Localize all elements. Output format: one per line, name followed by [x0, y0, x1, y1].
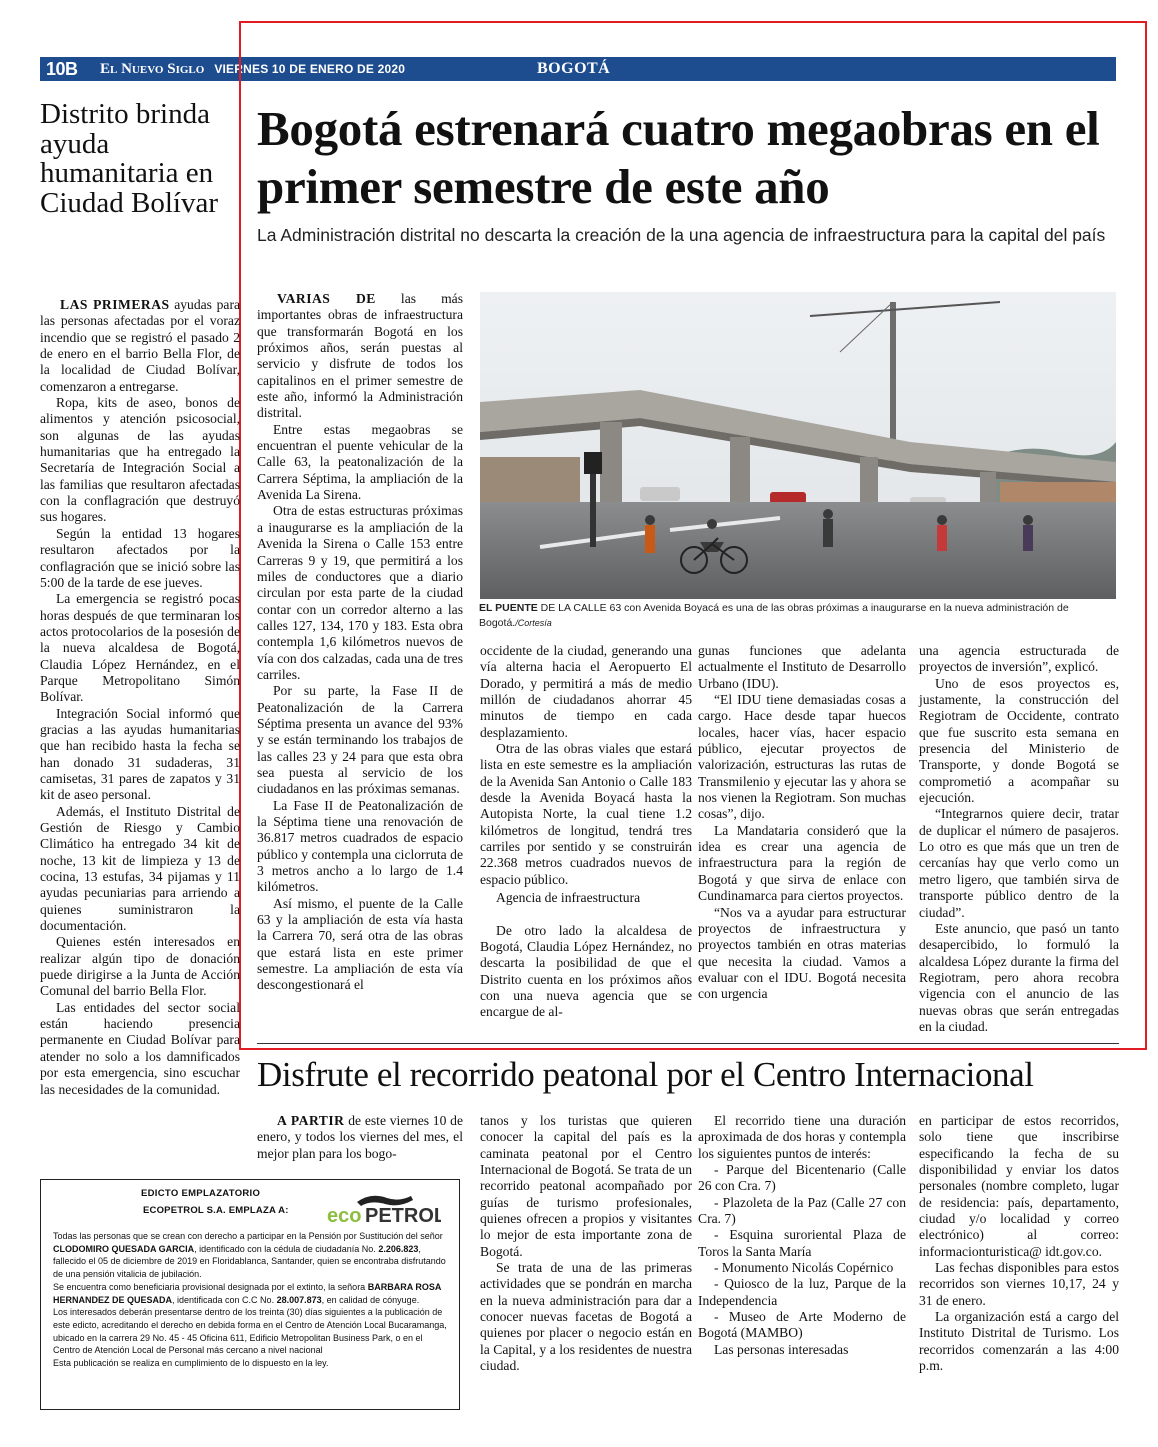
paragraph: Uno de esos proyectos es, justamente, la construcción del Regiotram de Occidente, contrato que fue suscrito esta semana en presencia del Ministerio de Transporte, y donde Bogotá se comprometió a acompañar su ejecución. — [919, 675, 1119, 806]
paragraph: Ropa, kits de aseo, bonos de alimentos y atención psicosocial, son algunas de las ayudas humanitarias que ha entregado la Secretaría de Integración Social a las familias que resultaron afectadas con la conflagración que destruyó sus hogares. — [40, 395, 240, 525]
main-headline: Bogotá estrenará cuatro megaobras en el primer semestre de este año — [257, 101, 1100, 214]
paragraph: Integración Social informó que gracias a las ayudas humanitarias que han recibido hasta la fecha se han donado 31 sudaderas, 31 camisetas, 31 pares de zapatos y 31 kit de aseo personal. — [40, 705, 240, 803]
second-story-column-4 — [919, 1113, 1119, 1375]
newspaper-name: El Nuevo Siglo — [100, 60, 205, 77]
iguana-icon — [321, 1188, 441, 1228]
paragraph: Este anuncio, que pasó un tanto desapercibido, lo formuló la alcaldesa López durante la firma del Regiotram, pero ahora recobra vigencia con el anuncio de las nuevas obras que serán entregadas en la ciudad. — [919, 920, 1119, 1034]
list-item: - Monumento Nicolás Copérnico — [714, 1260, 894, 1276]
second-story-column-2 — [480, 1113, 692, 1375]
list-item: - Quiosco de la luz, Parque de la Independencia — [698, 1276, 906, 1308]
photo-credit: /Cortesía — [515, 617, 552, 628]
ad-subtitle: ECOPETROL S.A. EMPLAZA A: — [143, 1205, 289, 1216]
paragraph: “El IDU tiene demasiadas cosas a cargo. Hace desde tapar huecos locales, hacer vías, hacer espacio público, ejecutar proyectos de valorización, estructuras las rutas de Transmilenio y ejecutar las y ahora se nos vienen la Regiotram. Son muchas cosas”, dijo. — [698, 692, 906, 822]
paragraph: De otro lado la alcaldesa de Bogotá, Claudia López Hernández, no descarta la posibilidad de que el Distrito cuenta en los próximos años con una nueva agencia que se encargue de al- — [480, 922, 692, 1020]
lead-words: LAS PRIMERAS — [60, 297, 170, 312]
list-item: - Parque del Bicentenario (Calle 26 con Cra. 7) — [698, 1162, 906, 1194]
paragraph: Así mismo, el puente de la Calle 63 y la ampliación de esta vía hasta la Carrera 70, será otra de las obras que estará lista en este primer semestre. La ampliación de esta vía descongestionará el — [257, 895, 463, 993]
list-item: - Museo de Arte Moderno de Bogotá (MAMBO) — [698, 1309, 906, 1341]
main-subtitle: La Administración distrital no descarta la creación de la una agencia de infraestructura para la capital del país — [257, 225, 1106, 245]
paragraph: Quienes estén interesados en realizar algún tipo de donación puede dirigirse a la Junta de Acción Comunal del barrio Bella Flor. — [40, 934, 240, 999]
caption-text: DE LA CALLE 63 con Avenida Boyacá es una de las obras próximas a inaugurarse en la nueva administración de Bogotá. — [479, 602, 1069, 629]
paragraph: VARIAS DE las más importantes obras de infraestructura que transformarán Bogotá en los próximos años, serán puestas al servicio y disfrute de todos los capitalinos en el primer semestre de este año, informó la Administración distrital. — [257, 291, 464, 421]
paragraph: Entre estas megaobras se encuentran el puente vehicular de la Calle 63, la peatonalización de la Carrera Séptima, la ampliación de la Avenida La Sirena. — [257, 421, 463, 503]
paragraph: LAS PRIMERAS ayudas para las personas afectadas por el voraz incendio que se registró el pasado 2 de enero en el barrio Bella Flor, de la localidad de Ciudad Bolívar, comenzaron a entregarse. — [40, 297, 240, 394]
story-divider — [257, 1043, 1119, 1044]
left-story-body — [40, 297, 240, 1098]
second-story-column-1 — [257, 1113, 463, 1162]
paragraph: El recorrido tiene una duración aproximada de dos horas y contempla los siguientes puntos de interés: — [698, 1113, 906, 1161]
paragraph: Las entidades del sector social están haciendo presencia permanente en Ciudad Bolívar para atender no solo a los damnificados por esta emergencia, sino escuchar las necesidades de la comunidad. — [40, 999, 240, 1097]
photo-caption — [479, 601, 1119, 630]
svg-text:eco: eco — [327, 1205, 362, 1227]
ad-paragraph: Todas las personas que se crean con derecho a participar en la Pensión por Sustitución del señor CLODOMIRO QUESADA GARCIA, identificado con la cédula de ciudadanía No. 2.206.823, fallecido el 05 de diciembre de 2019 en Floridablanca, Santander, quien se encontraba disfrutando de una pensión vitalicia de jubilación. — [53, 1231, 446, 1280]
ad-paragraph: Los interesados deberán presentarse dentro de los treinta (30) días siguientes a la publicación de este edicto, acreditando el derecho en debida forma en el Centro de Atención Local Bucaramanga, ubicado en la carrera 29 No. 45 - 45 Oficina 611, Edificio Metropolitan Business Park, o en el Centro de Atención Local de Personal más cercano a nivel nacional — [53, 1307, 447, 1356]
paragraph: La emergencia se registró pocas horas después de que terminaran los actos protocolarios de la posesión de la nueva alcaldesa de Bogotá, Claudia López Hernández, en el Parque Metropolitano Simón Bolívar. — [40, 591, 240, 705]
paragraph: Se trata de una de las primeras actividades que se pondrán en marcha en la nueva administración para dar a conocer nuevas facetas de Bogotá a quienes por placer o negocio están en la Capital, y a los residentes de nuestra ciudad. — [480, 1260, 692, 1374]
lead-words: VARIAS DE — [277, 291, 376, 306]
paragraph: Además, el Instituto Distrital de Gestión de Riesgo y Cambio Climático ha entregado 34 kit de noche, 13 kit de limpieza y 13 de cocina, 13 estufas, 34 pijamas y 11 ayudas pecuniarias para arriendo a quienes suministraron la documentación. — [40, 803, 240, 934]
paragraph: tanos y los turistas que quieren conocer la capital del país es la caminata peatonal por el Centro Internacional de Bogotá. Se trata de un recorrido peatonal acompañado por guías de turismo profesionales, quienes ofrecen a propios y visitantes lo mejor de esta importante zona de Bogotá. — [480, 1113, 692, 1259]
page-number: 10B — [46, 58, 78, 79]
ecopetrol-logo — [321, 1188, 441, 1228]
paragraph: Por su parte, la Fase II de Peatonalización de la Carrera Séptima presenta un avance del 93% y se están terminando los trabajos de las calles 23 y 24 para que esta obra sea puesta al servicio de los ciudadanos en las próximas semanas. — [257, 683, 463, 797]
bridge-photo — [480, 292, 1116, 599]
paragraph: Las fechas disponibles para estos recorridos son viernes 10,17, 24 y 31 de enero. — [919, 1260, 1119, 1308]
main-story-column-3 — [698, 643, 906, 1003]
lead-words: A PARTIR — [277, 1113, 345, 1128]
ad-paragraph: Se encuentra como beneficiaria provisional designada por el extinto, la señora BARBARA ROSA HERNANDEZ DE QUESADA, identificada con C.C No. 28.007.873, en calidad de cónyuge. — [53, 1281, 442, 1305]
second-story-headline: Disfrute el recorrido peatonal por el Centro Internacional — [257, 1055, 1034, 1094]
paragraph: gunas funciones que adelanta actualmente el Instituto de Desarrollo Urbano (IDU). — [698, 643, 906, 691]
section-name: BOGOTÁ — [537, 60, 611, 77]
main-story-column-4 — [919, 643, 1119, 1035]
svg-text:PETROL: PETROL — [365, 1205, 441, 1227]
paragraph: Las personas interesadas — [714, 1341, 849, 1357]
legal-notice-ad — [40, 1179, 460, 1410]
paragraph: Otra de estas estructuras próximas a inaugurarse es la ampliación de la Avenida la Sirena o Calle 153 entre Carreras 9 y 19, que permitirá a los miles de conductores que a diario circulan por esta parte de la ciudad contar con un corredor alterno a las calles 127, 134, 170 y 183. Esta obra contempla 1,6 kilómetros nuevos de vía con dos calzadas, cada una de tres carriles. — [257, 503, 463, 682]
paragraph: occidente de la ciudad, generando una vía alterna hacia el Aeropuerto El Dorado, y permitirá a más de medio millón de ciudadanos ahorrar 45 minutos de tiempo en cada desplazamiento. — [480, 643, 692, 740]
paragraph: una agencia estructurada de proyectos de inversión”, explicó. — [919, 643, 1119, 675]
paragraph: en participar de estos recorridos, solo tiene que inscribirse especificando la fecha de su disponibilidad y enviar los datos personales (nombre completo, lugar de residencia: país, departamento, ciudad y/o localidad y correo electrónico) al correo: informacionturistica@ idt.gov.co. — [919, 1113, 1119, 1259]
subhead: Agencia de infraestructura — [496, 890, 641, 906]
list-item: - Plazoleta de la Paz (Calle 27 con Cra. 7) — [698, 1194, 906, 1227]
caption-lead: EL PUENTE — [479, 602, 538, 614]
main-story-column-1 — [257, 291, 463, 994]
paragraph: La organización está a cargo del Instituto Distrital de Turismo. Los recorridos comenzarán a las 4:00 p.m. — [919, 1309, 1119, 1374]
list-item: - Esquina suroriental Plaza de Toros la Santa María — [698, 1227, 906, 1259]
paragraph: Según la entidad 13 hogares resultaron afectados por la conflagración que se inició sobre las 5:00 de la tarde de ese jueves. — [40, 525, 240, 590]
paragraph: “Nos va a ayudar para estructurar proyectos de infraestructura y proyectos también en otras materias que necesita la ciudad. Vamos a evaluar con el IDU. Bogotá necesita con urgencia — [698, 904, 906, 1002]
ad-title: EDICTO EMPLAZATORIO — [141, 1188, 261, 1199]
bridge-photo-illustration — [480, 292, 1116, 599]
left-story-title: Distrito brinda ayuda humanitaria en Ciudad Bolívar — [40, 98, 219, 219]
ad-paragraph: Esta publicación se realiza en cumplimiento de lo dispuesto en la ley. — [53, 1358, 329, 1369]
issue-date: VIERNES 10 DE ENERO DE 2020 — [214, 62, 406, 76]
paragraph: La Mandataria consideró que la idea es crear una agencia de infraestructura para la región de Bogotá y que sirva de enlace con Cundinamarca para ciertos proyectos. — [698, 822, 906, 904]
paragraph: A PARTIR de este viernes 10 de enero, y todos los viernes del mes, el mejor plan para los bogo- — [257, 1113, 463, 1161]
ad-body — [53, 1230, 450, 1370]
main-story-column-2 — [480, 643, 692, 1021]
second-story-column-3 — [698, 1113, 906, 1358]
paragraph: Otra de las obras viales que estará lista en este semestre es la ampliación de la Avenida San Antonio o Calle 183 desde la Avenida Boyacá hasta la Autopista Norte, la cual tiene 1.2 kilómetros de longitud, tendrá tres carriles por sentido y se construirán 22.368 metros cuadrados nuevos de espacio público. — [480, 741, 692, 887]
paragraph: La Fase II de Peatonalización de la Séptima tiene una renovación de 36.817 metros cuadrados de espacio público y contempla una ciclorruta de 3 metros ancho a lo largo de 1.4 kilómetros. — [257, 797, 463, 895]
paragraph: “Integrarnos quiere decir, tratar de duplicar el número de pasajeros. Lo otro es que más que un tren de cercanías hay que verlo como un metro ligero, que también sirva de transporte público dentro de la ciudad”. — [919, 806, 1119, 920]
